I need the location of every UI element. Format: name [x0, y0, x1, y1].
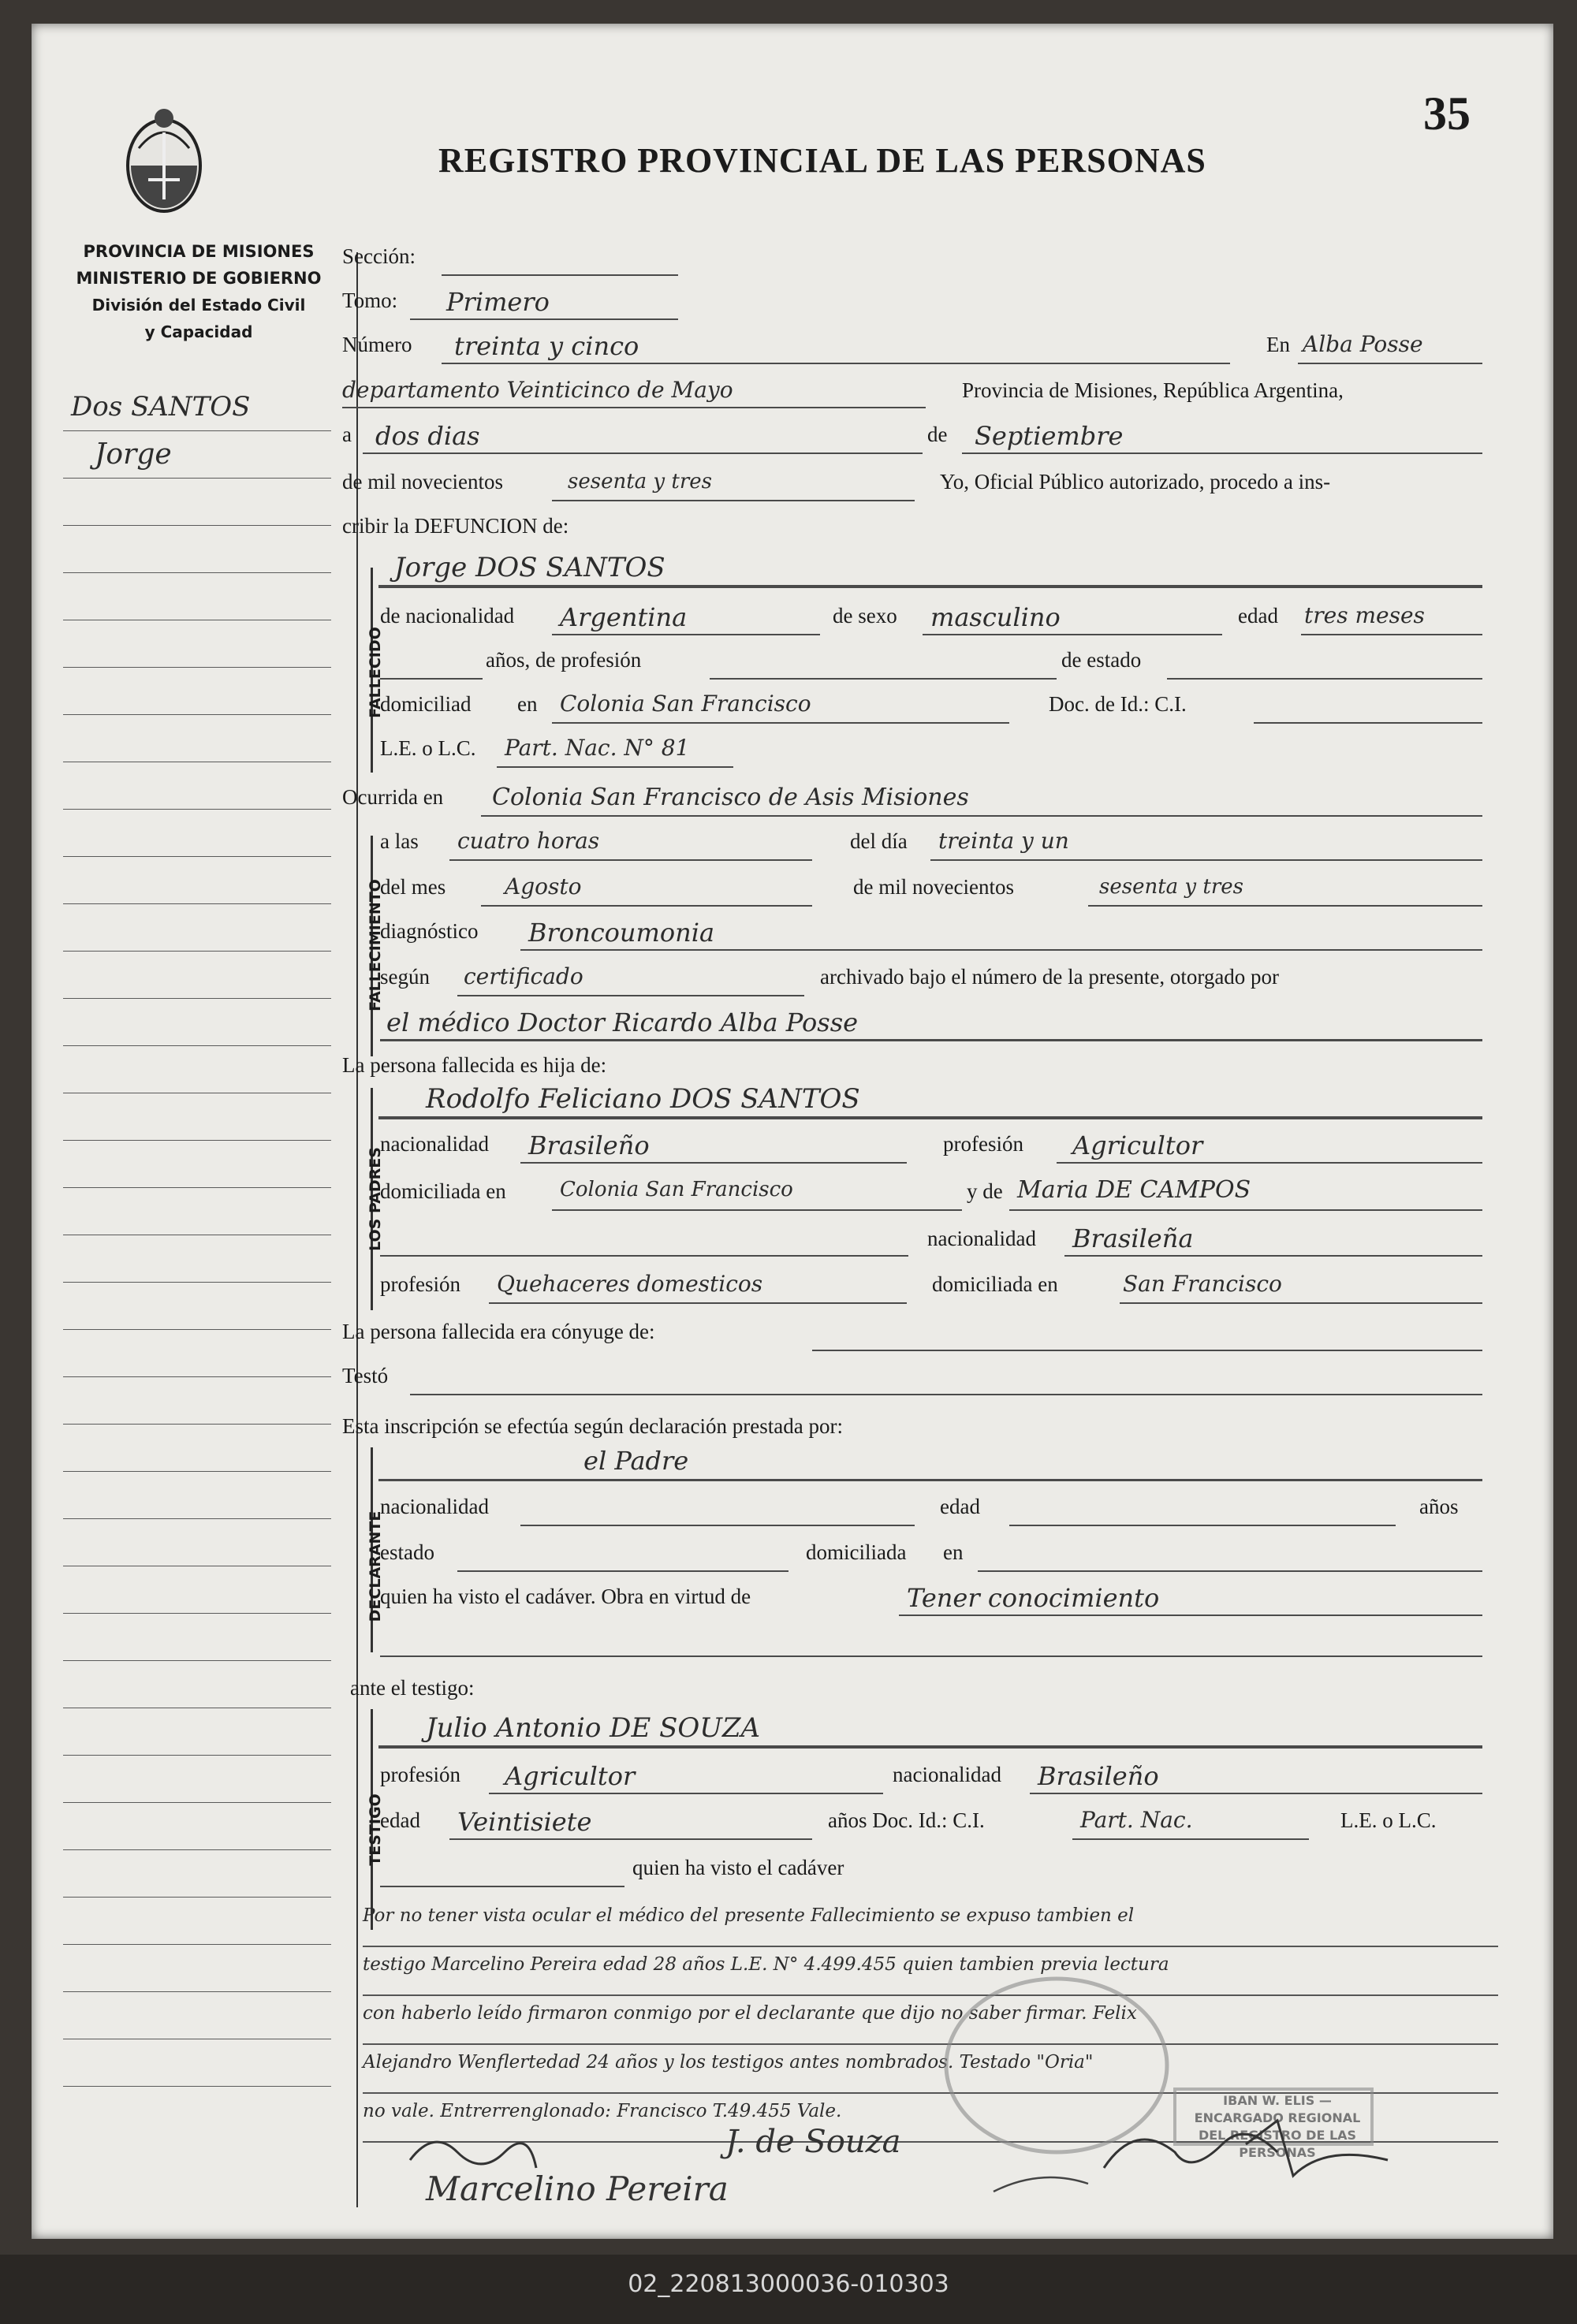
fallecido-name: Jorge DOS SANTOS [394, 552, 665, 583]
ocurrida-value: Colonia San Francisco de Asis Misiones [492, 784, 969, 811]
mes-fallec-line [481, 905, 812, 907]
hija-de-label: La persona fallecida es hija de: [342, 1053, 607, 1077]
margin-divider [356, 252, 358, 2207]
madre-name: Maria DE CAMPOS [1017, 1176, 1251, 1204]
testo-line [410, 1394, 1482, 1395]
madre-prof-line [489, 1302, 907, 1304]
ano-fallec-value: sesenta y tres [1099, 875, 1243, 899]
anos-line [380, 678, 483, 680]
en-line [1298, 363, 1482, 364]
margin-surname: Dos SANTOS [71, 391, 251, 423]
edad-line [1301, 634, 1482, 635]
margin-ruled-line [63, 572, 331, 573]
fallecido-side-label: FALLECIDO [367, 627, 384, 718]
nacionalidad-line [552, 634, 820, 635]
le-lc-label: L.E. o L.C. [380, 736, 476, 760]
testigo-nac-label: nacionalidad [893, 1763, 1001, 1786]
margin-ruled-line [63, 1755, 331, 1756]
sexo-line [923, 634, 1222, 635]
testigo-nac-line [1030, 1793, 1482, 1794]
testigo-prof-label: profesión [380, 1763, 460, 1786]
declarante-nac-label: nacionalidad [380, 1495, 489, 1518]
madre-prof-label: profesión [380, 1272, 460, 1296]
margin-ruled-line [63, 1897, 331, 1898]
estado-label: de estado [1061, 648, 1142, 672]
obra-line [899, 1615, 1482, 1616]
diagnostico-label: diagnóstico [380, 919, 479, 943]
margin-ruled-line [63, 1802, 331, 1803]
declarante-side-label: DECLARANTE [367, 1510, 384, 1622]
conyuge-label: La persona fallecida era cónyuge de: [342, 1320, 655, 1343]
declarante-edad-line [1009, 1525, 1396, 1526]
ano-fallec-line [1088, 905, 1482, 907]
madre-nac-label: nacionalidad [927, 1227, 1036, 1250]
de-label: de [927, 423, 948, 446]
declarante-nac-line [520, 1525, 915, 1526]
medico-value: el médico Doctor Ricardo Alba Posse [386, 1007, 859, 1037]
testigo-doc-label: años Doc. Id.: C.I. [828, 1808, 985, 1832]
margin-ruled-line [63, 1518, 331, 1519]
margin-ruled-line [63, 1424, 331, 1425]
provincia-text: Provincia de Misiones, República Argentina, [962, 378, 1344, 402]
numero-value: treinta y cinco [454, 331, 639, 361]
anos-profesion-label: años, de profesión [486, 648, 642, 672]
dia-fallec-value: treinta y un [938, 828, 1069, 854]
padre-name: Rodolfo Feliciano DOS SANTOS [426, 1083, 860, 1115]
ano-value: sesenta y tres [568, 470, 712, 493]
signature-scribbles [394, 2113, 1498, 2223]
testigo-edad-line [449, 1838, 812, 1840]
testigo-nac-value: Brasileño [1038, 1761, 1159, 1791]
segun-value: certificado [464, 963, 583, 989]
testigo-ci-line [1072, 1838, 1309, 1840]
sexo-value: masculino [930, 602, 1061, 632]
le-lc-value: Part. Nac. N° 81 [505, 735, 690, 761]
dia-fallec-line [930, 859, 1482, 861]
fallecimiento-side-label: FALLECIMIENTO [367, 879, 384, 1011]
inscribir-text: cribir la DEFUNCION de: [342, 514, 569, 538]
signature-marcelino: Marcelino Pereira [426, 2169, 729, 2208]
ocurrida-label: Ocurrida en [342, 785, 444, 809]
y-de-label: y de [967, 1179, 1003, 1203]
quien-cadaver-label: quien ha visto el cadáver [632, 1856, 844, 1879]
padre-dom-value: Colonia San Francisco [560, 1178, 793, 1201]
madre-dom-line [1120, 1302, 1482, 1304]
tomo-value: Primero [446, 287, 550, 317]
ano-line [552, 500, 915, 501]
stamp-text: IBAN W. ELIS — ENCARGADO REGIONAL DEL REGISTRO DE LAS PERSONAS [1194, 2093, 1361, 2160]
hora-value: cuatro horas [457, 828, 600, 854]
margin-ruled-line [63, 951, 331, 952]
fallecido-name-line [378, 585, 1482, 588]
margin-ruled-line [63, 1045, 331, 1046]
margin-ruled-line [63, 525, 331, 526]
margin-ruled-line [63, 998, 331, 999]
testigo-prof-line [489, 1793, 883, 1794]
testo-label: Testó [342, 1364, 389, 1387]
declarante-line [378, 1479, 1482, 1481]
margin-given-name: Jorge [95, 438, 172, 471]
edad-label: edad [1238, 604, 1278, 628]
testigo-prof-value: Agricultor [505, 1761, 636, 1791]
margin-ruled-line [63, 856, 331, 857]
doc-id-label: Doc. de Id.: C.I. [1049, 692, 1187, 716]
numero-label: Número [342, 333, 412, 356]
domicilio-line [552, 722, 1009, 724]
observaciones-line: testigo Marcelino Pereira edad 28 años L.E. N° 4.499.455 quien tambien previa lectura [363, 1947, 1498, 1996]
mes-fallec-value: Agosto [505, 873, 582, 899]
a-las-label: a las [380, 829, 419, 853]
en-label: En [1266, 333, 1290, 356]
declarante-en-label: en [943, 1540, 964, 1564]
issuer-line: MINISTERIO DE GOBIERNO [76, 269, 322, 288]
ante-testigo-label: ante el testigo: [350, 1676, 475, 1700]
madre-name-line [1009, 1209, 1482, 1211]
nacionalidad-label: de nacionalidad [380, 604, 515, 628]
padre-dom-label: domiciliada en [380, 1179, 506, 1203]
issuer-line: División del Estado Civil [91, 296, 306, 315]
conyuge-line [812, 1350, 1482, 1351]
margin-ruled-line [63, 1991, 331, 1992]
margin-ruled-line [63, 1187, 331, 1188]
domicilio-value: Colonia San Francisco [560, 691, 811, 717]
archivado-text: archivado bajo el número de la presente, otorgado por [820, 965, 1280, 989]
le-lc-line [497, 766, 733, 768]
madre-prof-value: Quehaceres domesticos [497, 1271, 763, 1297]
en-value: Alba Posse [1303, 331, 1423, 357]
padre-prof-line [1057, 1162, 1482, 1164]
testigo-side-label: TESTIGO [367, 1793, 384, 1866]
dia-line [363, 453, 923, 454]
mes-line [962, 453, 1482, 454]
departamento-line [342, 407, 926, 408]
testigo-ci-value: Part. Nac. [1080, 1807, 1193, 1833]
issuer-block [41, 238, 356, 345]
declarante-estado-line [457, 1570, 788, 1572]
mil-novecientos-label: de mil novecientos [853, 875, 1014, 899]
margin-ruled-line [63, 1329, 331, 1330]
profesion-line [710, 678, 1057, 680]
margin-ruled-line [63, 903, 331, 904]
seccion-label: Sección: [342, 244, 416, 268]
en-lower-label: en [517, 692, 538, 716]
issuer-line: y Capacidad [144, 322, 253, 341]
padre-nac-label: nacionalidad [380, 1132, 489, 1156]
testigo-name-line [378, 1745, 1482, 1749]
margin-ruled-line [63, 2086, 331, 2087]
declarante-edad-label: edad [940, 1495, 980, 1518]
page-title: REGISTRO PROVINCIAL DE LAS PERSONAS [438, 141, 1206, 180]
nacionalidad-value: Argentina [560, 602, 688, 632]
declarante-dom-line [978, 1570, 1482, 1572]
del-mes-label: del mes [380, 875, 446, 899]
domiciliado-label: domiciliad [380, 692, 472, 716]
madre-nac-line [1064, 1255, 1482, 1257]
obra-value: Tener conocimiento [907, 1583, 1160, 1613]
margin-ruled-line [63, 478, 331, 479]
issuer-line: PROVINCIA DE MISIONES [83, 242, 315, 261]
dia-value: dos dias [375, 421, 480, 451]
image-id-label: 02_220813000036-010303 [628, 2270, 949, 2298]
medico-line [380, 1039, 1482, 1041]
quien-visto-label: quien ha visto el cadáver. Obra en virtud de [380, 1585, 751, 1608]
a-label: a [342, 423, 352, 446]
margin-ruled-line [63, 430, 331, 431]
declarante-extra-line [380, 1655, 1482, 1657]
yo-oficial-text: Yo, Oficial Público autorizado, procedo a ins- [940, 470, 1331, 493]
margin-ruled-line [63, 1140, 331, 1141]
diagnostico-value: Broncoumonia [528, 918, 715, 948]
margin-ruled-line [63, 1376, 331, 1377]
padre-dom-line [552, 1209, 962, 1211]
declarante-estado-label: estado [380, 1540, 434, 1564]
margin-ruled-line [63, 1660, 331, 1661]
mes-value: Septiembre [975, 421, 1124, 451]
segun-line [457, 995, 804, 996]
seccion-line [442, 274, 678, 276]
departamento-value: departamento Veinticinco de Mayo [342, 377, 733, 403]
ocurrida-line [481, 815, 1482, 817]
testigo-edad-value: Veintisiete [457, 1807, 592, 1837]
sexo-label: de sexo [833, 604, 897, 628]
diagnostico-line [520, 949, 1482, 951]
margin-ruled-line [63, 714, 331, 715]
madre-nac-value: Brasileña [1072, 1223, 1194, 1253]
padre-prof-value: Agricultor [1072, 1130, 1203, 1160]
tomo-label: Tomo: [342, 289, 398, 312]
margin-ruled-line [63, 667, 331, 668]
testigo-extra-line [380, 1886, 624, 1887]
padres-side-label: LOS PADRES [367, 1147, 384, 1251]
tomo-line [410, 318, 678, 320]
de-mil-label: de mil novecientos [342, 470, 503, 493]
del-dia-label: del día [850, 829, 908, 853]
observaciones-line: Por no tener vista ocular el médico del presente Fallecimiento se expuso tambien el [363, 1898, 1498, 1947]
hora-line [449, 859, 812, 861]
testigo-name: Julio Antonio DE SOUZA [426, 1712, 761, 1744]
padre-prof-label: profesión [943, 1132, 1023, 1156]
testigo-edad-label: edad [380, 1808, 420, 1832]
padre-name-line [378, 1116, 1482, 1119]
segun-label: según [380, 965, 430, 989]
padre-nac-line [520, 1162, 907, 1164]
observaciones-line: con haberlo leído firmaron conmigo por el declarante que dijo no saber firmar. Felix [363, 1996, 1498, 2045]
ci-line [1254, 722, 1482, 724]
padre-nac-value: Brasileño [528, 1130, 650, 1160]
testigo-le-lc-label: L.E. o L.C. [1340, 1808, 1437, 1832]
margin-ruled-line [63, 1282, 331, 1283]
edad-value: tres meses [1304, 602, 1425, 628]
margin-ruled-line [63, 809, 331, 810]
observaciones-line: Alejandro Wenflertedad 24 años y los testigos antes nombrados. Testado "Oria" [363, 2045, 1498, 2094]
inscripcion-text: Esta inscripción se efectúa según declaración prestada por: [342, 1414, 843, 1438]
estado-line [1167, 678, 1482, 680]
margin-ruled-line [63, 1849, 331, 1850]
declarante-anos-label: años [1419, 1495, 1459, 1518]
madre-extra-line [380, 1255, 908, 1257]
register-page [32, 24, 1553, 2239]
madre-dom-value: San Francisco [1123, 1271, 1282, 1297]
argentina-coat-of-arms-icon [120, 101, 208, 219]
numero-line [442, 363, 1230, 364]
margin-ruled-line [63, 1613, 331, 1614]
folio-number: 35 [1423, 88, 1471, 140]
declarante-value: el Padre [583, 1446, 689, 1476]
observaciones-line: no vale. Entrerrenglonado: Francisco T.49.455 Vale. [363, 2094, 1498, 2143]
margin-ruled-line [63, 1471, 331, 1472]
declarante-dom-label: domiciliada [806, 1540, 907, 1564]
signature-souza: J. de Souza [725, 2124, 901, 2160]
margin-ruled-line [63, 1944, 331, 1945]
madre-dom-label: domiciliada en [932, 1272, 1058, 1296]
